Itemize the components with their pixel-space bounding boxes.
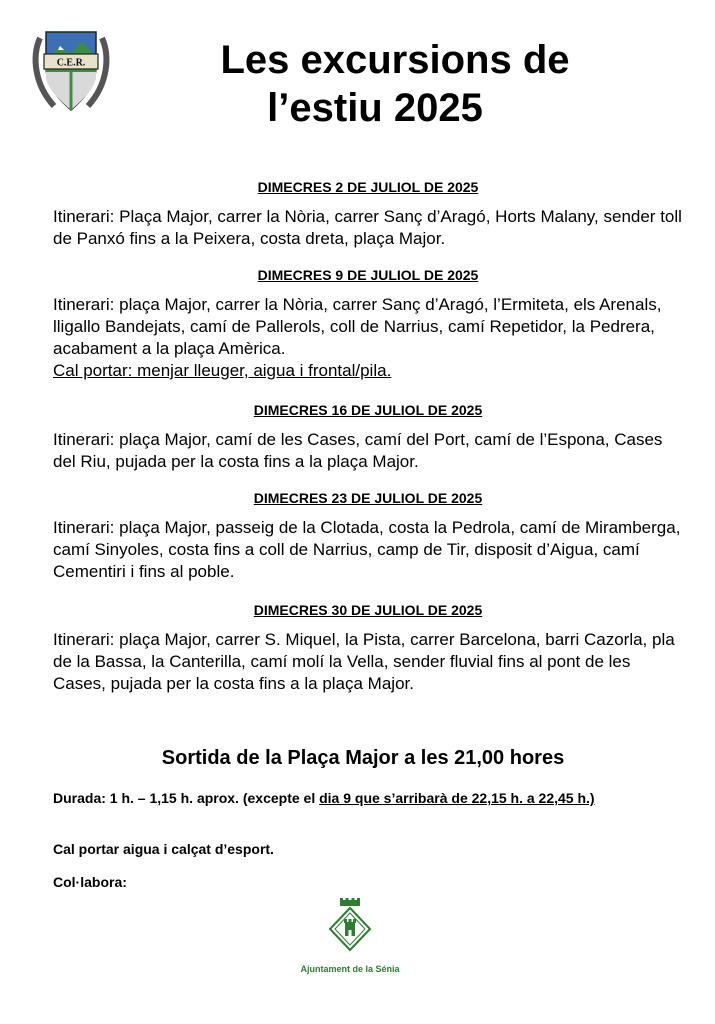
duration-exception: dia 9 que s’arribarà de 22,15 h. a 22,45 h.) (319, 790, 595, 806)
duration-text: Durada: 1 h. – 1,15 h. aprox. (excepte el (53, 790, 320, 806)
event-item (53, 401, 683, 473)
event-date-heading: DIMECRES 9 DE JULIOL DE 2025 (257, 267, 479, 283)
event-itinerary: Itinerari: Plaça Major, carrer la Nòria, carrer Sanç d’Aragó, Horts Malany, sender toll de Panxó fins a la Peixera, costa dreta, plaça Major. (53, 207, 682, 248)
duration-info (53, 789, 673, 808)
bring-info: Cal portar aigua i calçat d’esport. (53, 841, 274, 857)
event-itinerary: Itinerari: plaça Major, camí de les Cases, camí del Port, camí de l’Espona, Cases del Riu, pujada per la costa fins a la plaça Major. (53, 430, 663, 471)
event-date-heading: DIMECRES 2 DE JULIOL DE 2025 (257, 179, 479, 195)
event-item (53, 601, 683, 695)
event-date-heading: DIMECRES 16 DE JULIOL DE 2025 (253, 402, 483, 418)
page-title (150, 36, 640, 132)
event-itinerary: Itinerari: plaça Major, carrer S. Miquel, la Pista, carrer Barcelona, barri Cazorla, pla de la Bassa, la Canterilla, camí molí la Vella, sender fluvial fins al pont de les Cases, pujada per la costa fins a la plaça Major. (53, 630, 675, 693)
title-line-1: Les excursions de (220, 38, 570, 82)
event-date-heading: DIMECRES 30 DE JULIOL DE 2025 (253, 602, 483, 618)
event-note: Cal portar: menjar lleuger, aigua i frontal/pila. (53, 361, 392, 380)
departure-time: Sortida de la Plaça Major a les 21,00 hores (161, 747, 565, 769)
sponsor-name: Ajuntament de la Sénia (300, 964, 400, 974)
club-logo (30, 26, 112, 118)
event-date-heading: DIMECRES 23 DE JULIOL DE 2025 (253, 490, 483, 506)
collabora-label: Col·labora: (53, 874, 127, 890)
event-itinerary: Itinerari: plaça Major, carrer la Nòria, carrer Sanç d’Aragó, l’Ermiteta, els Arenals, lligallo Bandejats, camí de Pallerols, coll de Narrius, camí Repetidor, la Pedrera, acabament a la plaça Amèrica. (53, 295, 662, 358)
event-item (53, 489, 683, 583)
sponsor-logo (288, 898, 412, 975)
event-item (53, 178, 683, 250)
title-line-2: l’estiu 2025 (267, 86, 483, 130)
town-crest-icon (328, 898, 372, 954)
club-logo-text: C.E.R. (56, 57, 86, 69)
event-itinerary: Itinerari: plaça Major, passeig de la Clotada, costa la Pedrola, camí de Miramberga, camí Sinyoles, costa fins a coll de Narrius, camp de Tir, disposit d’Aigua, camí Cementiri i fins al poble. (53, 518, 681, 581)
event-item (53, 266, 683, 382)
